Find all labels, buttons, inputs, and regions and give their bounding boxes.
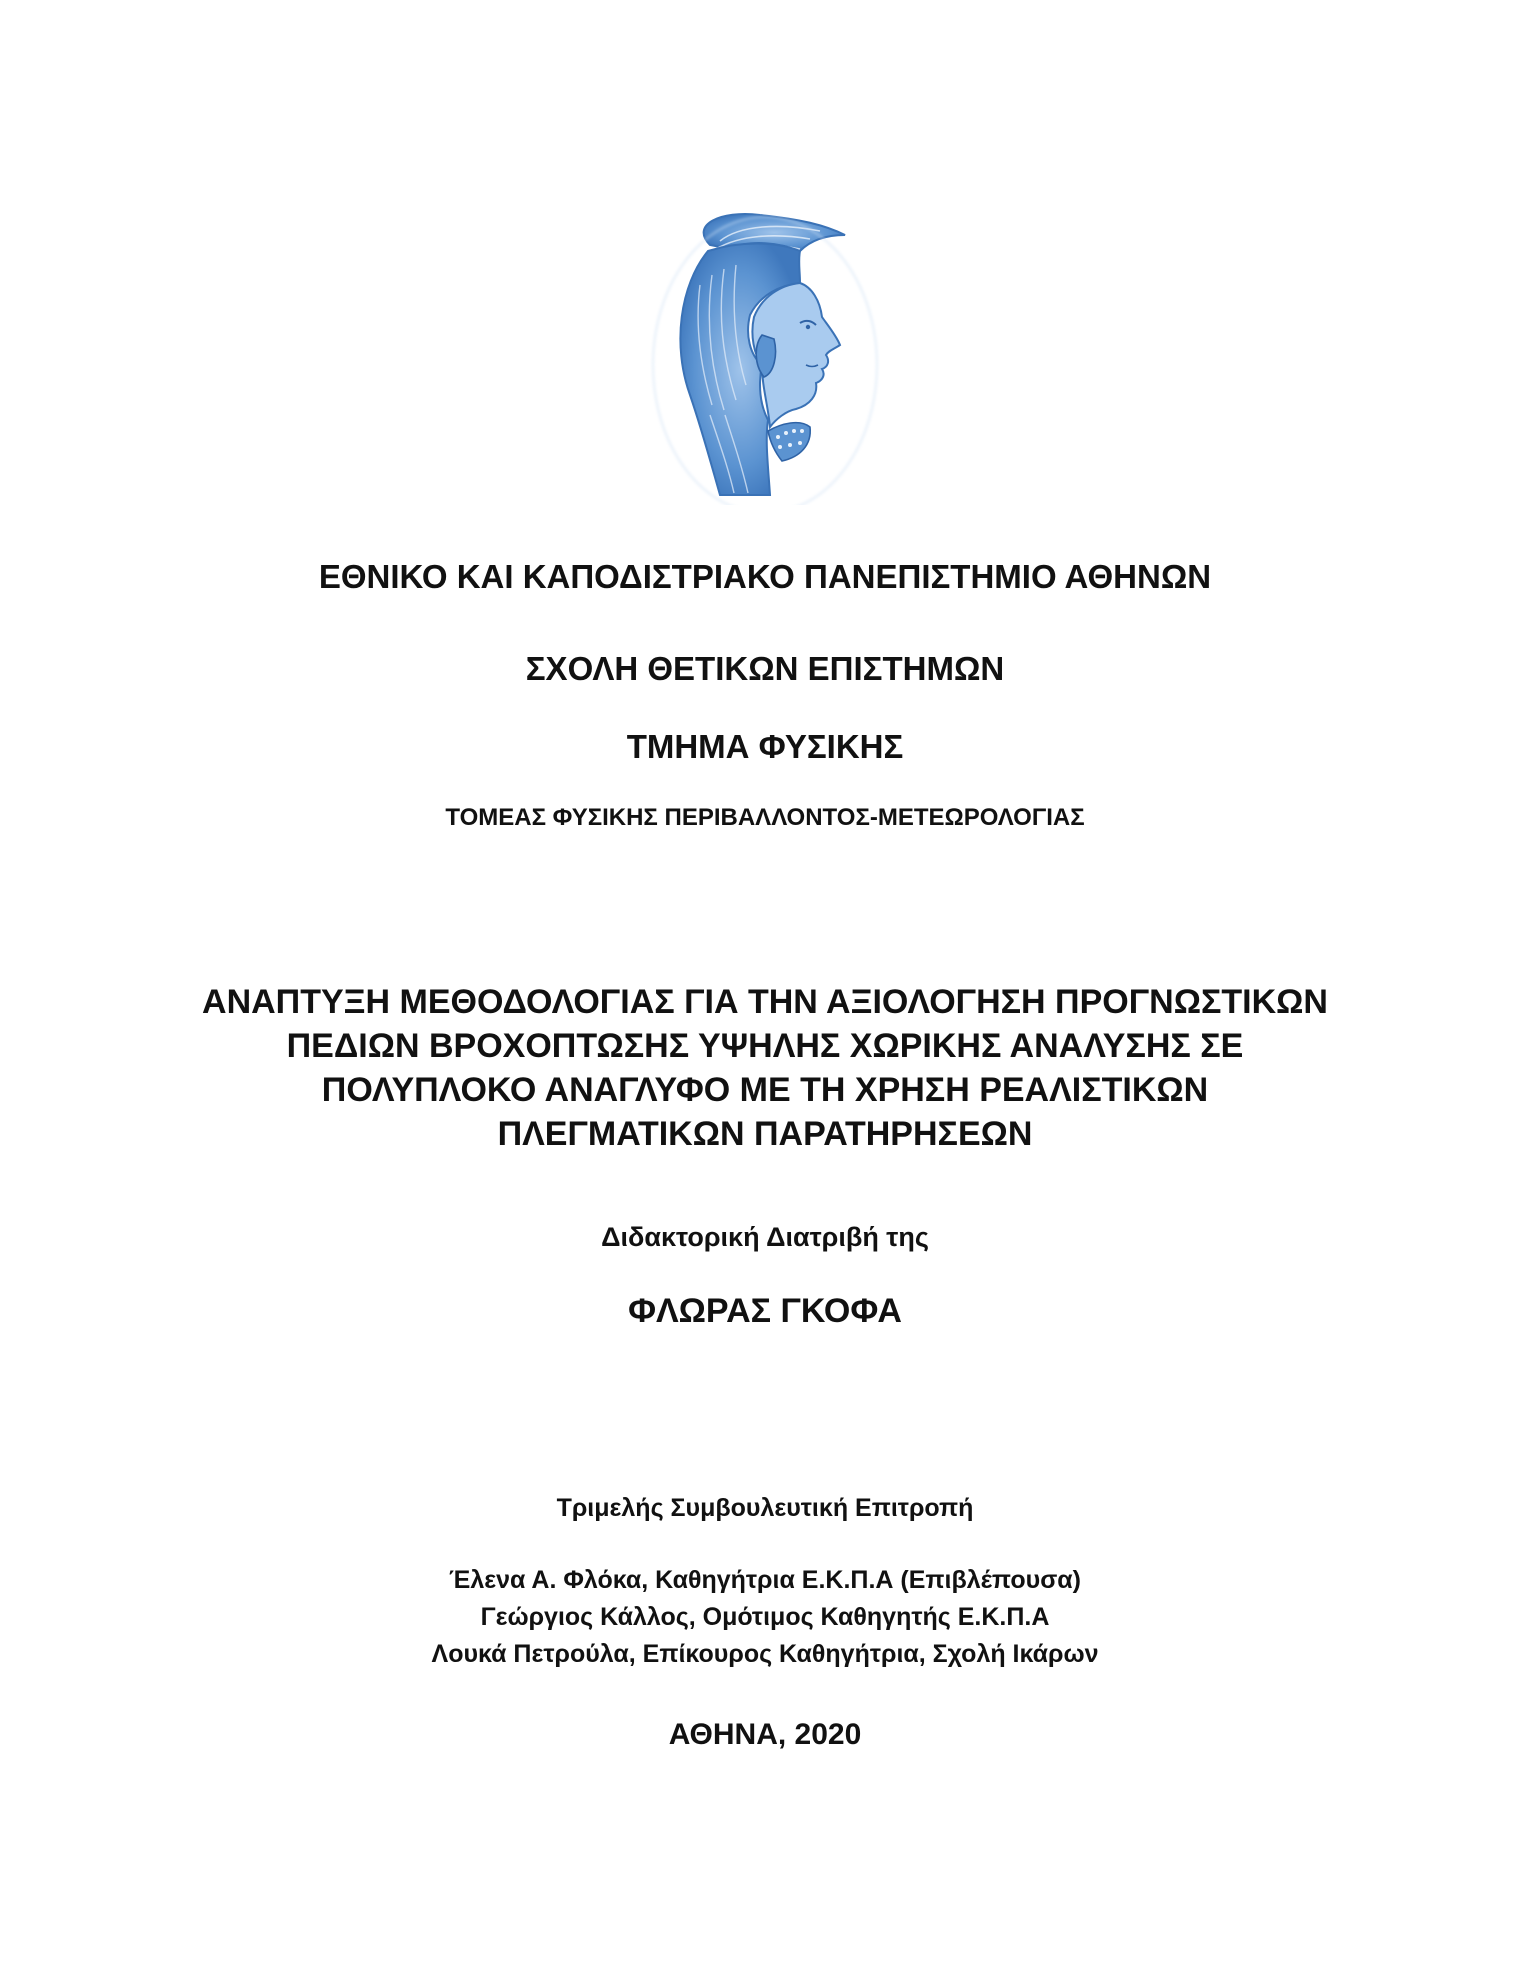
- committee-members: [0, 1562, 1530, 1673]
- committee-member: Έλενα Α. Φλόκα, Καθηγήτρια Ε.Κ.Π.Α (Επιβλέπουσα): [449, 1566, 1081, 1594]
- thesis-title-line: ΠΟΛΥΠΛΟΚΟ ΑΝΑΓΛΥΦΟ ΜΕ ΤΗ ΧΡΗΣΗ ΡΕΑΛΙΣΤΙΚΩΝ: [321, 1071, 1209, 1109]
- university-name: ΕΘΝΙΚΟ ΚΑΙ ΚΑΠΟΔΙΣΤΡΙΑΚΟ ΠΑΝΕΠΙΣΤΗΜΙΟ ΑΘΗΝΩΝ: [318, 558, 1212, 595]
- dissertation-label: Διδακτορική Διατριβή της: [601, 1222, 929, 1252]
- school-name: ΣΧΟΛΗ ΘΕΤΙΚΩΝ ΕΠΙΣΤΗΜΩΝ: [525, 650, 1005, 687]
- thesis-title: [140, 980, 1390, 1156]
- committee-heading: Τριμελής Συμβουλευτική Επιτροπή: [556, 1494, 974, 1522]
- university-emblem-icon: [650, 205, 880, 505]
- department-name: ΤΜΗΜΑ ΦΥΣΙΚΗΣ: [626, 728, 904, 765]
- thesis-title-line: ΠΛΕΓΜΑΤΙΚΩΝ ΠΑΡΑΤΗΡΗΣΕΩΝ: [497, 1115, 1033, 1153]
- committee-member: Γεώργιος Κάλλος, Ομότιμος Καθηγητής Ε.Κ.Π.Α: [480, 1603, 1050, 1631]
- thesis-title-line: ΠΕΔΙΩΝ ΒΡΟΧΟΠΤΩΣΗΣ ΥΨΗΛΗΣ ΧΩΡΙΚΗΣ ΑΝΑΛΥΣΗΣ ΣΕ: [286, 1027, 1244, 1065]
- sector-name: ΤΟΜΕΑΣ ΦΥΣΙΚΗΣ ΠΕΡΙΒΑΛΛΟΝΤΟΣ-ΜΕΤΕΩΡΟΛΟΓΙΑΣ: [445, 804, 1085, 831]
- author-name: ΦΛΩΡΑΣ ΓΚΟΦΑ: [628, 1292, 902, 1330]
- committee-member: Λουκά Πετρούλα, Επίκουρος Καθηγήτρια, Σχολή Ικάρων: [431, 1640, 1099, 1668]
- thesis-title-line: ΑΝΑΠΤΥΞΗ ΜΕΘΟΔΟΛΟΓΙΑΣ ΓΙΑ ΤΗΝ ΑΞΙΟΛΟΓΗΣΗ ΠΡΟΓΝΩΣΤΙΚΩΝ: [202, 983, 1328, 1021]
- place-and-year: ΑΘΗΝΑ, 2020: [668, 1718, 862, 1751]
